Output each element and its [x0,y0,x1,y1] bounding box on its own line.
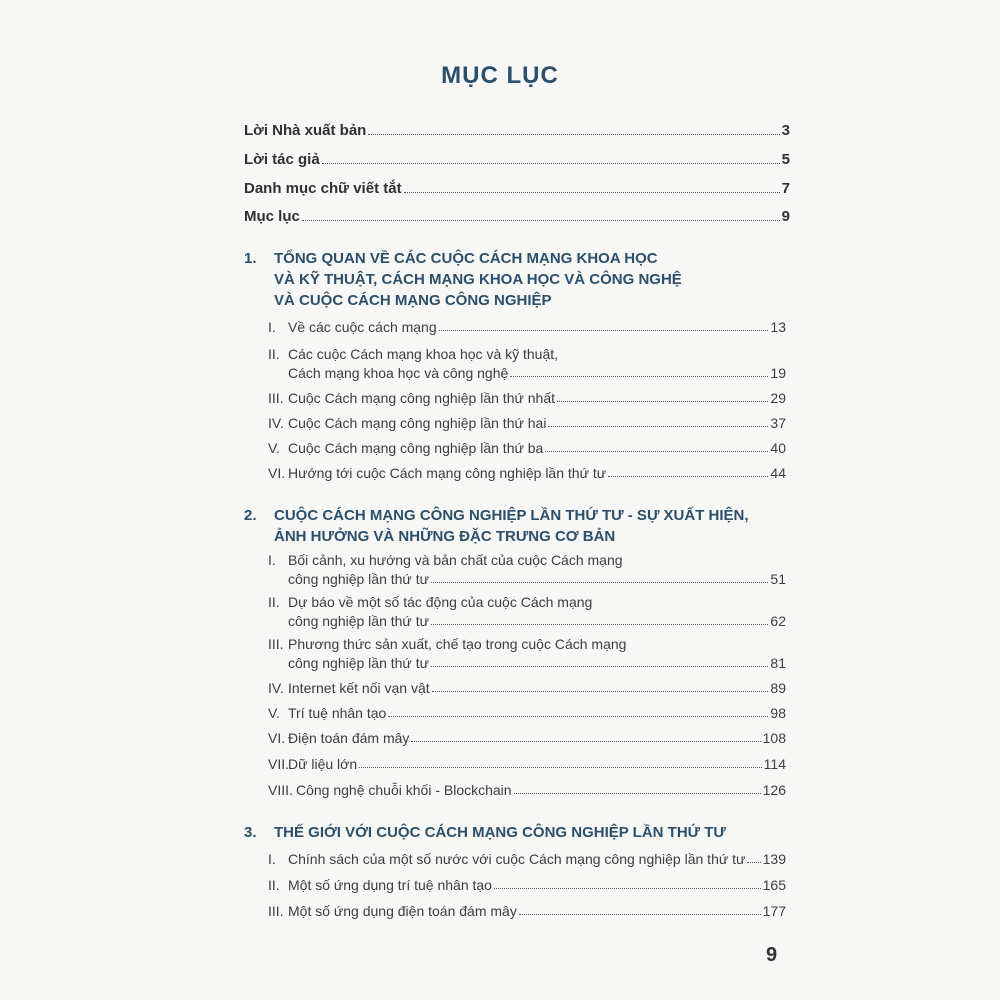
page-number: 9 [766,944,778,966]
section-2-7 [268,756,786,772]
section-text: Một số ứng dụng điện toán đám mây [288,903,517,919]
section-2-6 [268,730,786,746]
toc-entry-front-1 [244,122,790,139]
section-text: Internet kết nối vạn vật [288,680,430,696]
section-roman: I. [268,552,276,568]
section-1-3 [268,390,786,406]
section-page: 29 [770,390,786,406]
section-roman: V. [268,440,280,456]
section-roman: VI. [268,730,286,746]
section-text: Cuộc Cách mạng công nghiệp lần thứ hai [288,415,547,431]
section-page: 13 [770,319,786,335]
section-text: Hướng tới cuộc Cách mạng công nghiệp lần thứ tư [288,465,607,481]
section-2-5 [268,705,786,721]
section-page: 98 [770,705,786,721]
section-first-line: Bối cảnh, xu hướng và bản chất của cuộc Cách mạng [288,552,623,568]
section-3-1 [268,851,786,867]
section-page: 108 [762,730,786,746]
section-roman: II. [268,877,280,893]
leader-dots [494,887,761,889]
section-page: 62 [770,613,786,629]
leader-dots [557,400,768,402]
section-text: Điện toán đám mây [288,730,410,746]
leader-dots [747,861,760,863]
section-roman: I. [268,319,276,335]
section-text: Về các cuộc cách mạng [288,319,437,335]
leader-dots [514,792,761,794]
toc-entry-front-3 [244,180,790,197]
toc-entry-text: Mục lục [244,208,300,225]
section-page: 40 [770,440,786,456]
leader-dots [411,740,760,742]
leader-dots [432,690,769,692]
leader-dots [404,191,780,193]
section-page: 81 [770,655,786,671]
section-roman: III. [268,636,284,652]
leader-dots [431,623,768,625]
leader-dots [545,450,768,452]
leader-dots [302,219,780,221]
section-first-line: Dự báo về một số tác động của cuộc Cách mạng [288,594,593,610]
toc-entry-page: 3 [781,122,790,139]
leader-dots [548,425,768,427]
toc-entry-page: 7 [781,180,790,197]
section-text: Một số ứng dụng trí tuệ nhân tạo [288,877,492,893]
section-text: công nghiệp lần thứ tư [288,613,429,629]
section-text: Công nghệ chuỗi khối - Blockchain [296,782,512,798]
section-first-line: Các cuộc Cách mạng khoa học và kỹ thuật, [288,346,559,362]
section-1-4 [268,415,786,431]
section-page: 114 [763,756,786,772]
toc-entry-page: 5 [781,151,790,168]
leader-dots [388,715,768,717]
chapter-number: 2. [244,507,257,524]
section-2-2 [268,613,786,629]
chapter-number: 1. [244,250,257,267]
section-roman: II. [268,346,280,362]
leader-dots [608,475,768,477]
section-1-5 [268,440,786,456]
leader-dots [510,375,768,377]
section-text: Cuộc Cách mạng công nghiệp lần thứ ba [288,440,544,456]
toc-entry-text: Lời Nhà xuất bản [244,122,367,139]
chapter-title-line: THẾ GIỚI VỚI CUỘC CÁCH MẠNG CÔNG NGHIỆP LẦN THỨ TƯ [274,824,726,841]
chapter-title-line: ẢNH HƯỞNG VÀ NHỮNG ĐẶC TRƯNG CƠ BẢN [274,528,616,545]
leader-dots [368,133,779,135]
section-2-4 [268,680,786,696]
section-page: 177 [762,903,786,919]
section-roman: IV. [268,415,284,431]
chapter-3-heading [244,822,726,843]
chapter-1-heading [244,248,682,311]
chapter-title-line: VÀ CUỘC CÁCH MẠNG CÔNG NGHIỆP [274,292,552,309]
leader-dots [519,913,761,915]
section-page: 126 [762,782,786,798]
chapter-2-heading [244,505,749,547]
section-2-8 [268,782,786,798]
section-2-3 [268,655,786,671]
section-1-2 [268,365,786,381]
section-page: 19 [770,365,786,381]
section-roman: II. [268,594,280,610]
leader-dots [431,581,768,583]
section-text: Dữ liệu lớn [288,756,358,772]
toc-entry-text: Lời tác giả [244,151,320,168]
section-roman: VI. [268,465,286,481]
leader-dots [322,162,780,164]
section-roman: VIII. [268,782,293,798]
section-1-1 [268,319,786,335]
toc-entry-page: 9 [781,208,790,225]
section-text: Trí tuệ nhân tạo [288,705,387,721]
section-first-line: Phương thức sản xuất, chế tạo trong cuộc Cách mạng [288,636,627,652]
section-3-3 [268,903,786,919]
leader-dots [439,329,769,331]
chapter-title-line: TỔNG QUAN VỀ CÁC CUỘC CÁCH MẠNG KHOA HỌC [274,250,658,267]
section-text: Cuộc Cách mạng công nghiệp lần thứ nhất [288,390,555,406]
toc-entry-front-2 [244,151,790,168]
section-page: 44 [770,465,786,481]
leader-dots [431,665,768,667]
toc-entry-text: Danh mục chữ viết tắt [244,180,402,197]
leader-dots [359,766,762,768]
section-page: 139 [762,851,786,867]
section-text: công nghiệp lần thứ tư [288,571,429,587]
page-title: MỤC LỤC [441,62,559,89]
section-text: Chính sách của một số nước với cuộc Cách mạng công nghiệp lần thứ tư [288,851,746,867]
toc-entry-front-4 [244,208,790,225]
section-roman: IV. [268,680,284,696]
section-roman: III. [268,390,284,406]
section-3-2 [268,877,786,893]
chapter-title-line: VÀ KỸ THUẬT, CÁCH MẠNG KHOA HỌC VÀ CÔNG NGHỆ [274,271,682,288]
section-1-6 [268,465,786,481]
section-page: 165 [762,877,786,893]
section-page: 37 [770,415,786,431]
section-roman: VII. [268,756,290,772]
section-page: 89 [770,680,786,696]
section-roman: III. [268,903,284,919]
section-text: công nghiệp lần thứ tư [288,655,429,671]
section-roman: V. [268,705,280,721]
chapter-number: 3. [244,824,257,841]
section-roman: I. [268,851,276,867]
section-text: Cách mạng khoa học và công nghệ [288,365,509,381]
chapter-title-line: CUỘC CÁCH MẠNG CÔNG NGHIỆP LẦN THỨ TƯ - SỰ XUẤT HIỆN, [274,507,749,524]
section-page: 51 [770,571,786,587]
section-2-1 [268,571,786,587]
